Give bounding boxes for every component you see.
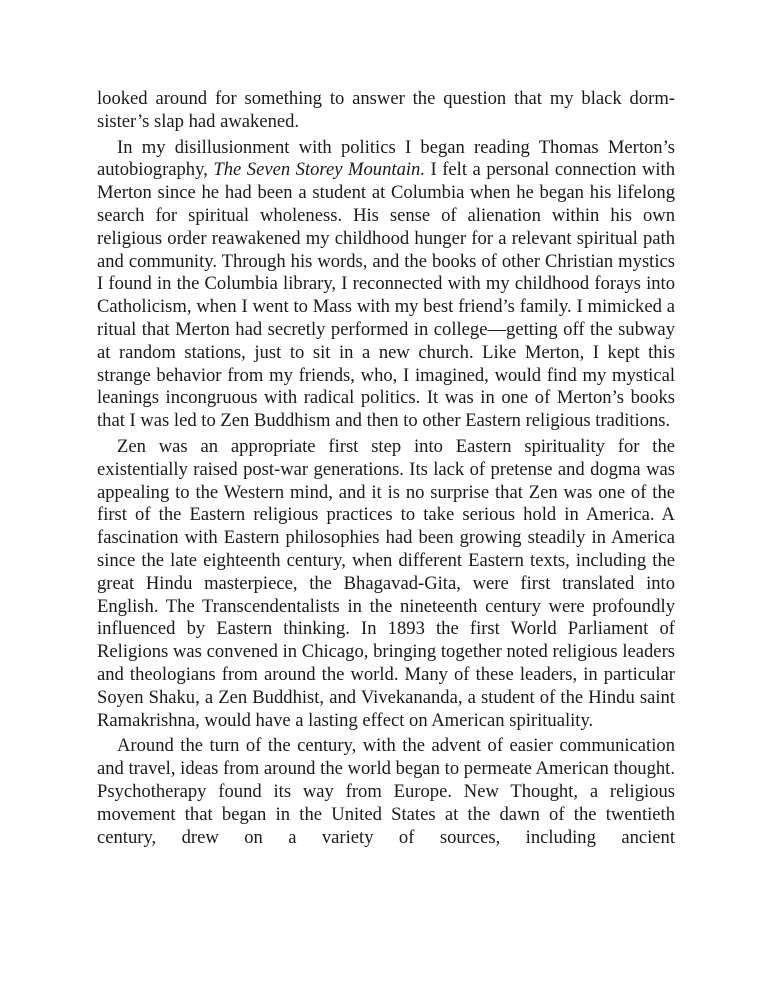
book-title: The Seven Storey Mountain. xyxy=(213,159,425,181)
paragraph-2-before: In my disillusionment with politics I began reading Thomas Merton’s autobiography, xyxy=(97,136,675,181)
paragraph-2 xyxy=(97,137,675,433)
paragraph-4: Around the turn of the century, with the advent of easier communication and travel, ideas from around the world began to permeate American thought. Psychotherapy found its way from Europe. New Thought, a religious movement that began in the United States at the dawn of the twentieth century, drew on a variety of sources, including ancient xyxy=(97,735,675,848)
page-body xyxy=(97,88,675,849)
paragraph-3: Zen was an appropriate first step into Eastern spirituality for the existentially raised post-war generations. Its lack of pretense and dogma was appealing to the Western mind, and it is no surprise that Zen was one of the first of the Eastern religious practices to take serious hold in America. A fascination with Eastern philosophies had been growing steadily in America since the late eighteenth century, when different Eastern texts, including the great Hindu masterpiece, the Bhagavad-Gita, were first translated into English. The Transcendentalists in the nineteenth century were profoundly influenced by Eastern thinking. In 1893 the first World Parliament of Religions was convened in Chicago, bringing together noted religious leaders and theologians from around the world. Many of these leaders, in particular Soyen Shaku, a Zen Buddhist, and Vivekananda, a student of the Hindu saint Ramakrishna, would have a lasting effect on American spirituality. xyxy=(97,435,675,731)
paragraph-1: looked around for something to answer the question that my black dorm-sister’s slap had awakened. xyxy=(97,88,675,132)
paragraph-2-after: I felt a personal connection with Merton since he had been a student at Columbia when he began his lifelong search for spiritual wholeness. His sense of alienation within his own religious order reawakened my childhood hunger for a relevant spiritual path and community. Through his words, and the books of other Christian mystics I found in the Columbia library, I reconnected with my childhood forays into Catholicism, when I went to Mass with my best friend’s family. I mimicked a ritual that Merton had secretly performed in college—getting off the subway at random stations, just to sit in a new church. Like Merton, I kept this strange behavior from my friends, who, I imagined, would find my mystical leanings incongruous with radical politics. It was in one of Merton’s books that I was led to Zen Buddhism and then to other Eastern religious traditions. xyxy=(97,159,676,432)
